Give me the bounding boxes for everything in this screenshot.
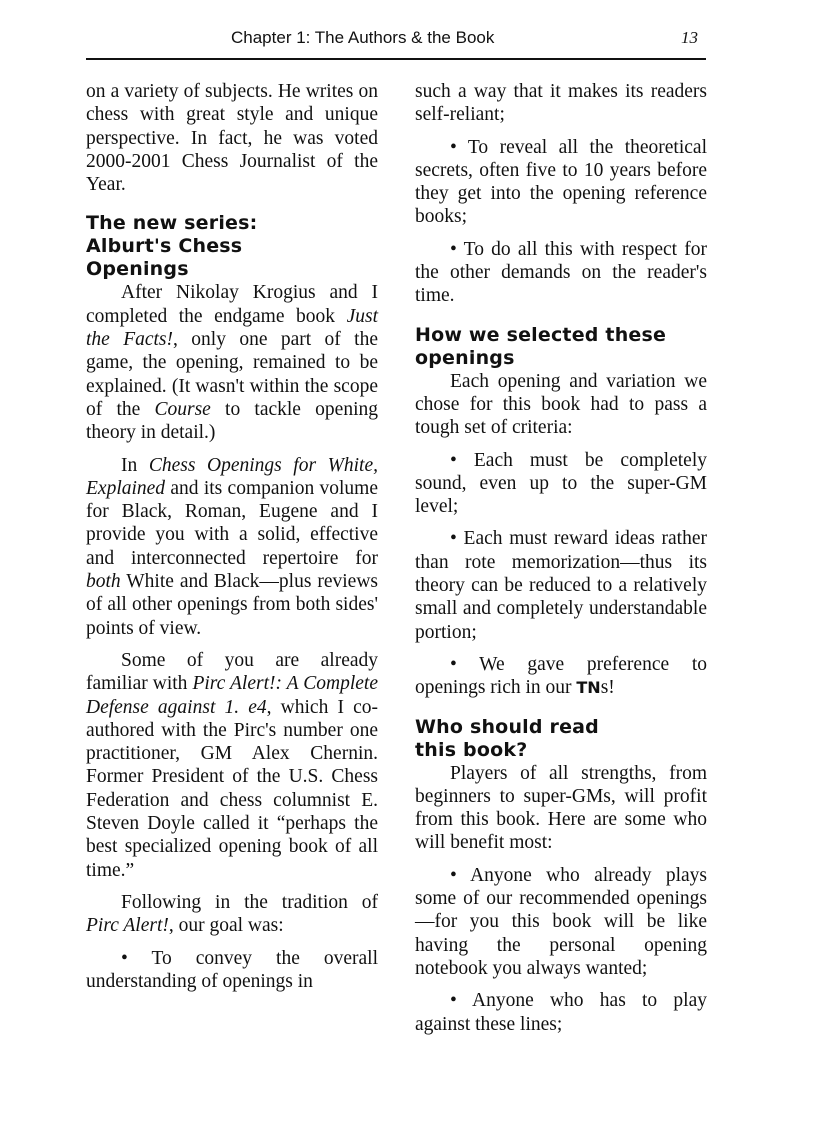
- running-header: [86, 28, 706, 54]
- bullet-item: • We gave preference to openings rich in our TNs!: [415, 653, 707, 699]
- bullet-item: • Anyone who already plays some of our recommended openings—for you this book will be like having the personal opening notebook you always wanted;: [415, 864, 707, 979]
- heading-line: openings: [415, 346, 515, 369]
- paragraph: Following in the tradition of Pirc Alert!, our goal was:: [86, 891, 378, 937]
- heading-line: How we selected these: [415, 323, 667, 346]
- page-number: 13: [681, 28, 698, 47]
- heading-line: Openings: [86, 258, 189, 281]
- bullet-item: • To convey the overall understanding of openings in: [86, 947, 378, 992]
- paragraph: Each opening and variation we chose for this book had to pass a tough set of criteria:: [415, 370, 707, 439]
- bullet-item: • To reveal all the theoretical secrets, often five to 10 years before they get into the opening reference books;: [415, 136, 707, 228]
- header-rule: [86, 58, 706, 60]
- heading-line: this book?: [415, 738, 528, 761]
- paragraph: Some of you are already familiar with Pirc Alert!: A Complete Defense against 1. e4, which I co-authored with the Pirc's number one practitioner, GM Alex Chernin. Former President of the U.S. Chess Federation and chess columnist E. Steven Doyle called it “perhaps the best specialized opening book of all time.”: [86, 649, 378, 881]
- section-heading-new-series: [86, 212, 378, 281]
- bullet-item: • To do all this with respect for the other demands on the reader's time.: [415, 238, 707, 307]
- left-column: [86, 80, 378, 1002]
- section-heading-selection: [415, 324, 707, 370]
- heading-line: The new series:: [86, 212, 258, 235]
- paragraph: on a variety of subjects. He writes on chess with great style and unique perspective. In fact, he was voted 2000-2001 Chess Journalist of the Year.: [86, 81, 378, 196]
- paragraph: After Nikolay Krogius and I completed the endgame book Just the Facts!, only one part of the game, the opening, remained to be explained. (It wasn't within the scope of the Course to tackle opening theory in detail.): [86, 282, 378, 444]
- heading-line: Alburt's Chess: [86, 235, 243, 258]
- section-heading-audience: [415, 716, 707, 762]
- chapter-title: Chapter 1: The Authors & the Book: [231, 28, 495, 47]
- bullet-item: • Each must reward ideas rather than rote memorization—thus its theory can be reduced to a relatively small and completely understandable portion;: [415, 528, 707, 643]
- right-column: [415, 80, 707, 1045]
- paragraph: In Chess Openings for White, Explained and its companion volume for Black, Roman, Eugene and I provide you with a solid, effective and interconnected repertoire for both White and Black—plus reviews of all other openings from both sides' points of view.: [86, 454, 378, 639]
- bullet-item: • Anyone who has to play against these lines;: [415, 990, 707, 1035]
- paragraph: Players of all strengths, from beginners to super-GMs, will profit from this book. Here are some who will benefit most:: [415, 762, 707, 854]
- paragraph: such a way that it makes its readers self-reliant;: [415, 81, 707, 126]
- heading-line: Who should read: [415, 715, 599, 738]
- tn-abbreviation: TN: [576, 678, 601, 698]
- bullet-item: • Each must be completely sound, even up to the super-GM level;: [415, 449, 707, 518]
